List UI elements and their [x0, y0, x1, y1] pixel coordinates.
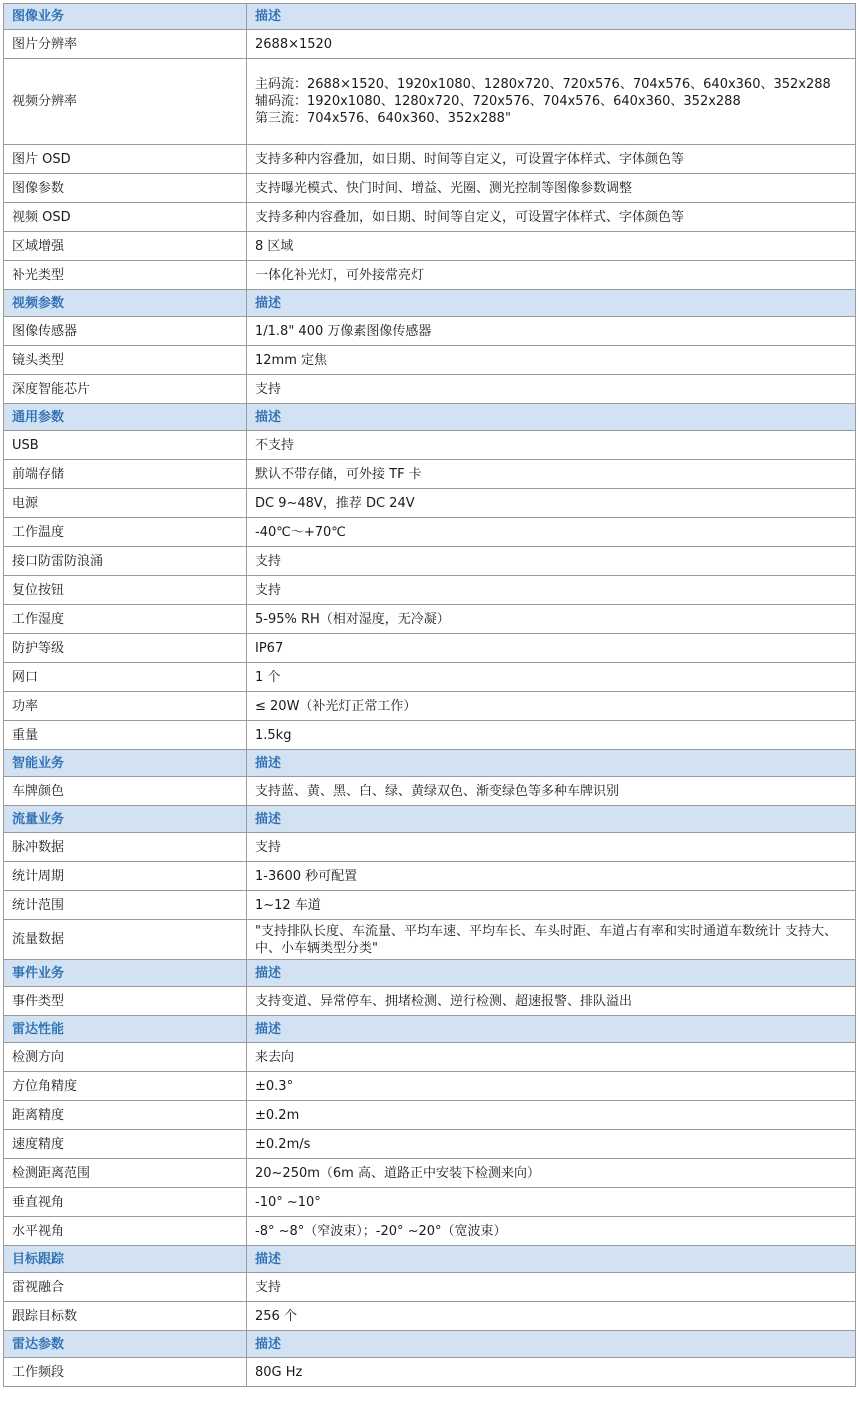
section-desc-label: 描述: [247, 1246, 856, 1273]
section-header: [4, 404, 856, 431]
param-name: 统计周期: [4, 862, 247, 891]
param-value: 支持: [247, 547, 856, 576]
table-row: [4, 1130, 856, 1159]
param-name: 脉冲数据: [4, 833, 247, 862]
param-value: 1 个: [247, 663, 856, 692]
table-row: [4, 1188, 856, 1217]
param-name: 功率: [4, 692, 247, 721]
section-header: [4, 750, 856, 777]
spec-table-body: [4, 4, 856, 1387]
param-name: 补光类型: [4, 261, 247, 290]
section-header: [4, 4, 856, 30]
param-value: 1.5kg: [247, 721, 856, 750]
table-row: [4, 605, 856, 634]
section-title: 视频参数: [4, 290, 247, 317]
param-value: 5-95% RH（相对湿度，无冷凝）: [247, 605, 856, 634]
param-value: 支持多种内容叠加，如日期、时间等自定义，可设置字体样式、字体颜色等: [247, 203, 856, 232]
table-row: [4, 1159, 856, 1188]
param-name: 重量: [4, 721, 247, 750]
section-desc-label: 描述: [247, 750, 856, 777]
param-value: 支持曝光模式、快门时间、增益、光圈、测光控制等图像参数调整: [247, 174, 856, 203]
table-row: [4, 692, 856, 721]
param-name: 镜头类型: [4, 346, 247, 375]
section-title: 雷达参数: [4, 1331, 247, 1358]
table-row: [4, 30, 856, 59]
param-name: 车牌颜色: [4, 777, 247, 806]
param-value: 支持: [247, 576, 856, 605]
param-value: 一体化补光灯，可外接常亮灯: [247, 261, 856, 290]
table-row: [4, 489, 856, 518]
section-header: [4, 1016, 856, 1043]
param-value: 支持: [247, 375, 856, 404]
section-title: 流量业务: [4, 806, 247, 833]
section-header: [4, 1331, 856, 1358]
param-value: -40℃～+70℃: [247, 518, 856, 547]
param-name: 深度智能芯片: [4, 375, 247, 404]
param-name: 雷视融合: [4, 1273, 247, 1302]
table-row: [4, 1101, 856, 1130]
param-name: 垂直视角: [4, 1188, 247, 1217]
param-name: 方位角精度: [4, 1072, 247, 1101]
param-value: 256 个: [247, 1302, 856, 1331]
section-desc-label: 描述: [247, 1331, 856, 1358]
table-row: [4, 634, 856, 663]
table-row: [4, 375, 856, 404]
param-name: 防护等级: [4, 634, 247, 663]
section-title: 雷达性能: [4, 1016, 247, 1043]
spec-table: [3, 3, 856, 1387]
table-row: [4, 174, 856, 203]
param-value: 支持: [247, 833, 856, 862]
param-name: 前端存储: [4, 460, 247, 489]
param-value: "支持排队长度、车流量、平均车速、平均车长、车头时距、车道占有率和实时通道车数统计 支持大、中、小车辆类型分类": [247, 920, 856, 960]
table-row: [4, 663, 856, 692]
table-row: [4, 1273, 856, 1302]
param-name: 图像传感器: [4, 317, 247, 346]
table-row: [4, 317, 856, 346]
section-desc-label: 描述: [247, 1016, 856, 1043]
table-row: [4, 987, 856, 1016]
param-value: IP67: [247, 634, 856, 663]
table-row: [4, 518, 856, 547]
param-value: 支持变道、异常停车、拥堵检测、逆行检测、超速报警、排队溢出: [247, 987, 856, 1016]
param-name: 电源: [4, 489, 247, 518]
table-row: [4, 1072, 856, 1101]
table-row: [4, 833, 856, 862]
section-desc-label: 描述: [247, 806, 856, 833]
table-row: [4, 203, 856, 232]
param-value: 主码流：2688×1520、1920x1080、1280x720、720x576、704x576、640x360、352x288 辅码流：1920x1080、1280x720、720x576、704x576、640x360、352x288 第三流：704x576、640x360、352x288": [247, 59, 856, 145]
param-name: 工作频段: [4, 1358, 247, 1387]
param-name: USB: [4, 431, 247, 460]
param-value: 不支持: [247, 431, 856, 460]
param-name: 工作湿度: [4, 605, 247, 634]
param-value: 1/1.8" 400 万像素图像传感器: [247, 317, 856, 346]
param-name: 距离精度: [4, 1101, 247, 1130]
param-name: 跟踪目标数: [4, 1302, 247, 1331]
section-desc-label: 描述: [247, 290, 856, 317]
param-name: 检测方向: [4, 1043, 247, 1072]
section-title: 通用参数: [4, 404, 247, 431]
section-header: [4, 806, 856, 833]
param-value: ±0.3°: [247, 1072, 856, 1101]
param-name: 图片 OSD: [4, 145, 247, 174]
table-row: [4, 576, 856, 605]
param-value: 20~250m（6m 高、道路正中安装下检测来向）: [247, 1159, 856, 1188]
table-row: [4, 59, 856, 145]
section-header: [4, 1246, 856, 1273]
table-row: [4, 547, 856, 576]
param-name: 图片分辨率: [4, 30, 247, 59]
table-row: [4, 721, 856, 750]
section-title: 目标跟踪: [4, 1246, 247, 1273]
param-value: 支持蓝、黄、黑、白、绿、黄绿双色、渐变绿色等多种车牌识别: [247, 777, 856, 806]
table-row: [4, 460, 856, 489]
section-desc-label: 描述: [247, 960, 856, 987]
param-name: 事件类型: [4, 987, 247, 1016]
table-row: [4, 261, 856, 290]
table-row: [4, 777, 856, 806]
param-value: -10° ~10°: [247, 1188, 856, 1217]
section-title: 智能业务: [4, 750, 247, 777]
param-value: ±0.2m: [247, 1101, 856, 1130]
table-row: [4, 431, 856, 460]
param-value: 80G Hz: [247, 1358, 856, 1387]
section-header: [4, 960, 856, 987]
param-value: 1~12 车道: [247, 891, 856, 920]
param-value: 支持多种内容叠加，如日期、时间等自定义，可设置字体样式、字体颜色等: [247, 145, 856, 174]
section-desc-label: 描述: [247, 4, 856, 30]
table-row: [4, 346, 856, 375]
param-value: -8° ~8°（窄波束）；-20° ~20°（宽波束）: [247, 1217, 856, 1246]
param-name: 视频 OSD: [4, 203, 247, 232]
param-value: 12mm 定焦: [247, 346, 856, 375]
param-value: ≤ 20W（补光灯正常工作）: [247, 692, 856, 721]
param-value: ±0.2m/s: [247, 1130, 856, 1159]
param-name: 统计范围: [4, 891, 247, 920]
param-value: 来去向: [247, 1043, 856, 1072]
param-value: 支持: [247, 1273, 856, 1302]
table-row: [4, 862, 856, 891]
section-header: [4, 290, 856, 317]
param-value: 8 区域: [247, 232, 856, 261]
param-name: 水平视角: [4, 1217, 247, 1246]
param-name: 视频分辨率: [4, 59, 247, 145]
section-desc-label: 描述: [247, 404, 856, 431]
table-row: [4, 1043, 856, 1072]
section-title: 事件业务: [4, 960, 247, 987]
param-value: 2688×1520: [247, 30, 856, 59]
section-title: 图像业务: [4, 4, 247, 30]
table-row: [4, 1302, 856, 1331]
table-row: [4, 1358, 856, 1387]
param-name: 复位按钮: [4, 576, 247, 605]
param-name: 工作温度: [4, 518, 247, 547]
table-row: [4, 232, 856, 261]
param-value: 1-3600 秒可配置: [247, 862, 856, 891]
param-name: 接口防雷防浪涌: [4, 547, 247, 576]
param-value: 默认不带存储，可外接 TF 卡: [247, 460, 856, 489]
table-row: [4, 1217, 856, 1246]
param-name: 流量数据: [4, 920, 247, 960]
param-name: 速度精度: [4, 1130, 247, 1159]
table-row: [4, 145, 856, 174]
param-name: 网口: [4, 663, 247, 692]
param-name: 区域增强: [4, 232, 247, 261]
param-name: 检测距离范围: [4, 1159, 247, 1188]
table-row: [4, 891, 856, 920]
param-value: DC 9~48V，推荐 DC 24V: [247, 489, 856, 518]
param-name: 图像参数: [4, 174, 247, 203]
table-row: [4, 920, 856, 960]
